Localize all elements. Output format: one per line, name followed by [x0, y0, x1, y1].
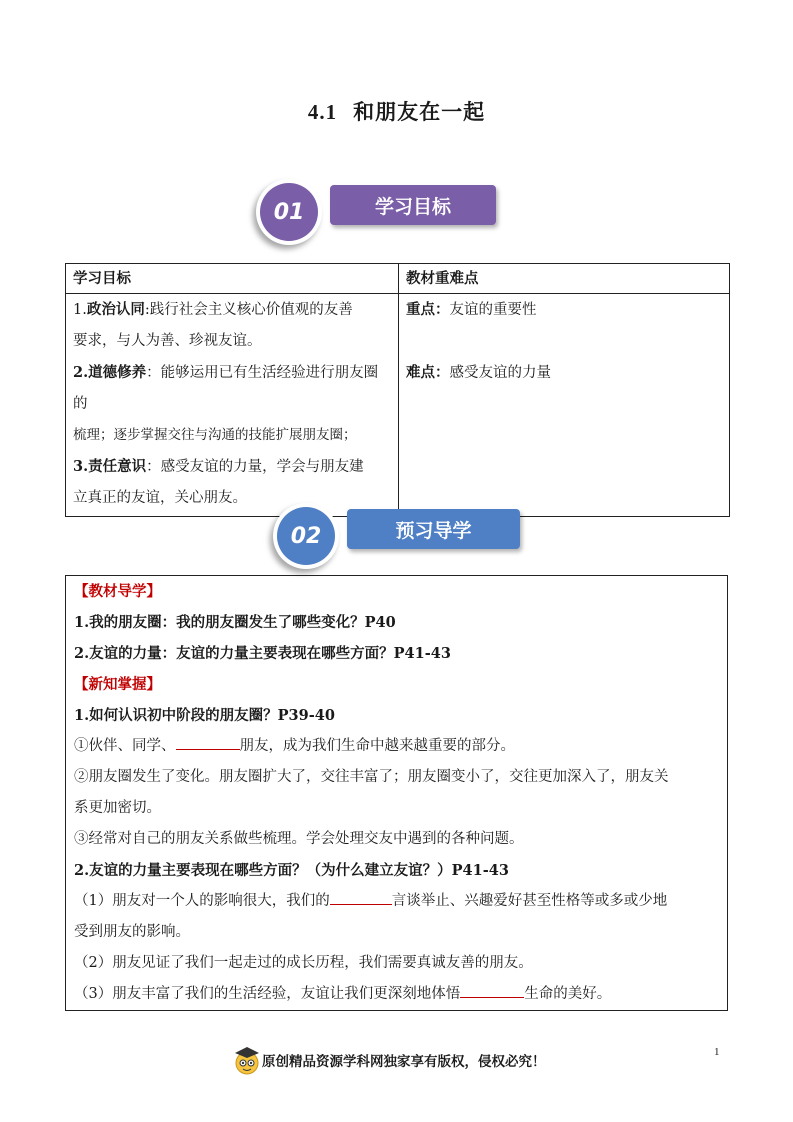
paragraph-2: ②朋友圈发生了变化。朋友圈扩大了，交往丰富了；朋友圈变小了，交往更加深入了，朋友关: [74, 769, 669, 785]
question-2: 2.友谊的力量：友谊的力量主要表现在哪些方面？P41-43: [74, 645, 451, 662]
paragraph-4-cont: 受到朋友的影响。: [74, 924, 190, 940]
goal-line: 立真正的友谊，关心朋友。: [73, 490, 247, 506]
tag-new-knowledge: 【新知掌握】: [74, 676, 161, 693]
section-number: 02: [277, 507, 335, 565]
difficult-point: 难点：感受友谊的力量: [406, 364, 551, 381]
paragraph-3: ③经常对自己的朋友关系做些梳理。学会处理交友中遇到的各种问题。: [74, 831, 524, 847]
page-title: [0, 96, 793, 126]
section-title: 预习导学: [347, 509, 520, 549]
paragraph-6: （3）朋友丰富了我们的生活经验，友谊让我们更深刻地体悟 生命的美好。: [74, 979, 719, 1010]
goals-cell: [66, 294, 399, 517]
heading-1: 1.如何认识初中阶段的朋友圈？P39-40: [74, 707, 335, 724]
fill-blank[interactable]: [330, 890, 392, 905]
section-number-badge: [273, 503, 339, 569]
keypoints-cell: [399, 294, 730, 517]
keypoints-header: 教材重难点: [399, 264, 730, 294]
section-header-preview: [273, 503, 523, 573]
title-number: 4.1: [307, 100, 338, 124]
goals-table: [65, 263, 730, 517]
goal-line: 1.政治认同:践行社会主义核心价值观的友善: [73, 301, 353, 318]
key-point: 重点：友谊的重要性: [406, 301, 537, 318]
fill-blank[interactable]: [176, 735, 240, 750]
paragraph-2-cont: 系更加密切。: [74, 800, 161, 816]
goal-line: 要求，与人为善、珍视友谊。: [73, 333, 262, 349]
section-number: 01: [260, 183, 318, 241]
paragraph-5: （2）朋友见证了我们一起走过的成长历程，我们需要真诚友善的朋友。: [74, 955, 533, 971]
mascot-icon: [232, 1045, 262, 1075]
goal-line: 3.责任意识：感受友谊的力量，学会与朋友建: [73, 458, 364, 475]
goal-line: 梳理；逐步掌握交往与沟通的技能扩展朋友圈；: [73, 427, 357, 443]
fill-blank[interactable]: [460, 983, 524, 998]
question-1: 1.我的朋友圈：我的朋友圈发生了哪些变化？P40: [74, 614, 396, 631]
goal-line: 2.道德修养：能够运用已有生活经验进行朋友圈的: [73, 364, 379, 412]
heading-2: 2.友谊的力量主要表现在哪些方面？（为什么建立友谊？）P41-43: [74, 862, 509, 879]
paragraph-4: （1）朋友对一个人的影响很大，我们的 言谈举止、兴趣爱好甚至性格等或多或少地: [74, 886, 719, 917]
page-number: 1: [714, 1046, 720, 1058]
copyright-footer: [232, 1044, 546, 1076]
tag-textbook-guide: 【教材导学】: [74, 583, 161, 600]
footer-text: 原创精品资源学科网独家享有版权，侵权必究！: [262, 1054, 546, 1070]
section-number-badge: [256, 179, 322, 245]
title-text: 和朋友在一起: [353, 99, 486, 124]
preview-guide-box: [65, 575, 728, 1011]
section-header-goals: [256, 179, 501, 249]
paragraph-1: ①伙伴、同学、 朋友，成为我们生命中越来越重要的部分。: [74, 731, 719, 762]
section-title: 学习目标: [330, 185, 496, 225]
goals-header: 学习目标: [66, 264, 399, 294]
